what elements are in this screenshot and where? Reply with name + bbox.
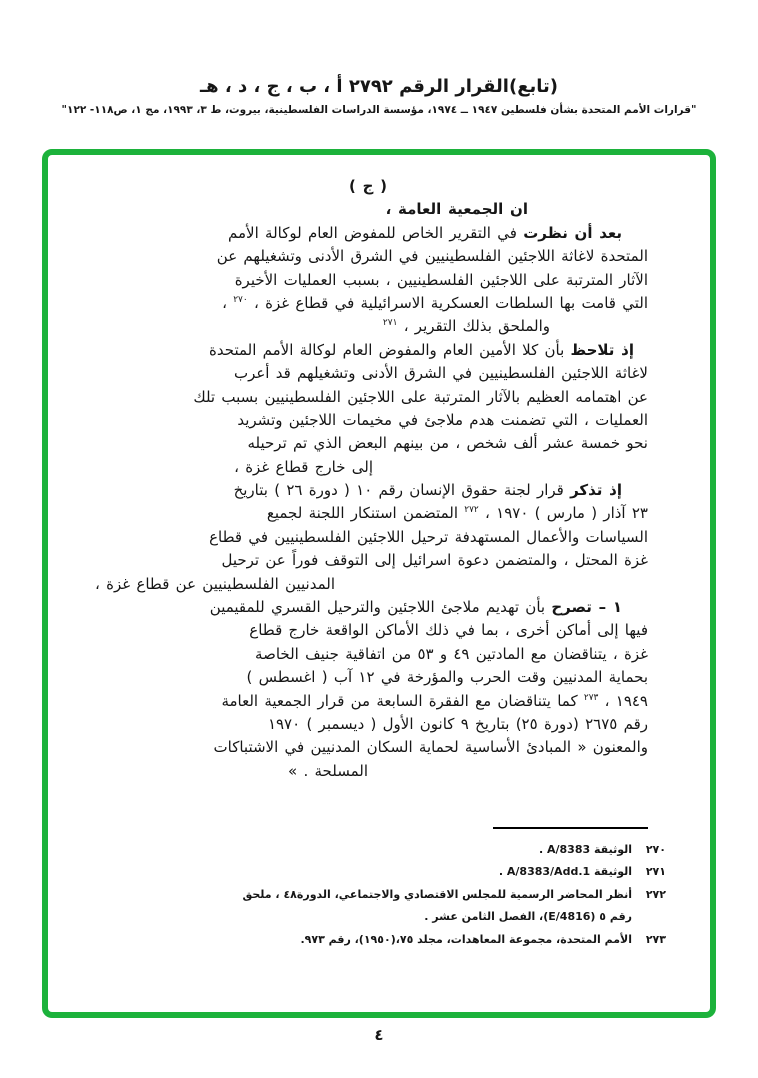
footnote-text <box>539 839 632 861</box>
footnote-text <box>242 884 632 929</box>
body-text-line <box>88 596 622 619</box>
body-text-line <box>88 643 648 666</box>
footnote-item <box>78 884 666 929</box>
document-header <box>0 76 758 116</box>
body-text-line <box>88 409 648 432</box>
resolution-title: (تابع)القرار الرقم ٢٧٩٢ أ ، ب ، ج ، د ، هـ <box>199 76 558 97</box>
text-segment: لاغاثة اللاجئين الفلسطينيين في الشرق الأدنى وتشغيلهم قد أعرب <box>233 364 648 383</box>
text-segment: كما يتناقضان مع الفقرة السابعة من قرار الجمعية العامة <box>221 691 584 710</box>
body-text-line <box>88 736 648 759</box>
footnote-text-line: الوثيقة A/8383/Add.1 . <box>498 865 632 879</box>
text-segment: في التقرير الخاص للمفوض العام لوكالة الأمم <box>228 223 524 242</box>
text-segment: ٢٣ آذار ( مارس ) ١٩٧٠ ، <box>478 504 648 523</box>
text-segment: رقم ٢٦٧٥ (دورة ٢٥) بتاريخ ٩ كانون الأول ( ديسمبر ) ١٩٧٠ <box>267 714 648 733</box>
body-text-line <box>88 479 622 502</box>
footnote-item <box>78 929 666 951</box>
text-segment: والمعنون « المبادئ الأساسية لحماية السكان المدنيين في الاشتباكات <box>213 738 648 757</box>
body-text-line <box>88 222 622 245</box>
body-text-line <box>88 339 634 362</box>
text-segment: ١ – تصرح <box>551 598 622 617</box>
body-text-line <box>88 502 648 525</box>
text-segment: نحو خمسة عشر ألف شخص ، من بينهم البعض الذي تم ترحيله <box>247 434 648 453</box>
text-segment: الآثار المترتبة على اللاجئين الفلسطينيين ، بسبب العمليات الأخيرة <box>234 270 648 289</box>
body-text-line <box>88 549 648 572</box>
text-segment: قرار لجنة حقوق الإنسان رقم ١٠ ( دورة ٢٦ ) بتاريخ <box>233 481 571 500</box>
footnote-separator <box>493 827 648 829</box>
footnote-marker: ٢٧١ <box>382 318 398 329</box>
footnote-marker: ٢٧٢ <box>464 505 479 516</box>
text-segment: العمليات ، التي تضمنت هدم ملاجئ في مخيمات اللاجئين وتشريد <box>237 410 648 429</box>
body-text-line <box>88 432 648 455</box>
body-text-line <box>88 175 648 198</box>
body-text-line <box>88 245 648 268</box>
body-text-line <box>88 456 373 479</box>
footnote-text-line: الأمم المتحدة، مجموعة المعاهدات، مجلد ٧٥،(١٩٥٠)، رقم ٩٧٣. <box>300 932 632 946</box>
text-segment: السياسات والأعمال المستهدفة ترحيل اللاجئين الفلسطينيين في قطاع <box>209 527 648 546</box>
text-segment: ١٩٤٩ ، <box>598 691 648 710</box>
text-segment: والملحق بذلك التقرير ، <box>397 317 550 336</box>
text-segment: إذ تذكر <box>570 481 622 500</box>
text-segment: ان الجمعية العامة ، <box>385 200 528 219</box>
footnote-item <box>78 839 666 861</box>
source-citation: "قرارات الأمم المتحدة بشأن فلسطين ١٩٤٧ ــ ١٩٧٤، مؤسسة الدراسات الفلسطينية، بيروت، ط ٣، ١٩٩٣، مج ١، ص١١٨- ١٢٢" <box>61 104 697 116</box>
body-text-line <box>88 198 528 221</box>
resolution-body <box>88 175 648 783</box>
body-text-line <box>88 573 335 596</box>
highlight-border-box <box>42 149 716 1018</box>
text-segment: إلى خارج قطاع غزة ، <box>234 457 373 476</box>
body-text-line <box>88 619 648 642</box>
body-text-line <box>88 292 648 315</box>
text-segment: المتضمن استنكار اللجنة لجميع <box>266 504 465 523</box>
text-segment: غزة ، يتناقضان مع المادتين ٤٩ و ٥٣ من اتفاقية جنيف الخاصة <box>255 644 648 663</box>
body-text-line <box>88 713 648 736</box>
footnote-text <box>300 929 632 951</box>
body-text-line <box>88 269 648 292</box>
footnote-number: ٢٧٢ <box>645 887 666 901</box>
footnote-marker: ٢٧٠ <box>233 294 248 305</box>
footnote-text-line: الوثيقة A/8383 . <box>538 843 632 856</box>
body-text-line <box>88 362 648 385</box>
footnote-number: ٢٧٣ <box>645 932 666 946</box>
body-text-line <box>88 690 648 713</box>
footnote-text <box>499 861 632 883</box>
text-segment: المسلحة . » <box>288 761 368 780</box>
text-segment: بحماية المدنيين وقت الحرب والمؤرخة في ١٢ آب ( اغسطس ) <box>246 668 648 687</box>
text-segment: إذ تلاحظ <box>570 340 634 359</box>
text-segment: بعد أن نظرت <box>523 223 622 242</box>
footnote-number: ٢٧٠ <box>645 843 666 856</box>
text-segment: ( ج ) <box>349 177 387 195</box>
footnotes-section <box>78 827 666 951</box>
text-segment: ، <box>222 293 234 312</box>
text-segment: بأن كلا الأمين العام والمفوض العام لوكالة الأمم المتحدة <box>209 340 571 359</box>
text-segment: بأن تهديم ملاجئ اللاجئين والترحيل القسري للمقيمين <box>209 598 552 617</box>
footnote-marker: ٢٧٣ <box>583 692 599 703</box>
footnote-list <box>78 839 666 951</box>
footnote-text-line: أنظر المحاضر الرسمية للمجلس الاقتصادي والاجتماعي، الدورة٤٨ ، ملحق <box>242 887 632 901</box>
text-segment: المتحدة لاغاثة اللاجئين الفلسطينيين في الشرق الأدنى وتشغيلهم عن <box>216 247 648 266</box>
page-number: ٤ <box>374 1026 384 1044</box>
footnote-item <box>78 861 666 883</box>
text-segment: غزة المحتل ، والمتضمن دعوة اسرائيل إلى التوقف فوراً عن ترحيل <box>221 551 648 570</box>
footnote-number: ٢٧١ <box>645 865 666 879</box>
text-segment: فيها إلى أماكن أخرى ، بما في ذلك الأماكن الواقعة خارج قطاع <box>249 621 648 640</box>
text-segment: المدنيين الفلسطينيين عن قطاع غزة ، <box>95 574 335 593</box>
body-text-line <box>88 666 648 689</box>
body-text-line <box>88 315 550 338</box>
text-segment: التي قامت بها السلطات العسكرية الاسرائيلية في قطاع غزة ، <box>247 293 648 312</box>
body-text-line <box>88 386 648 409</box>
text-segment: عن اهتمامه العظيم بالآثار المترتبة على اللاجئين الفلسطينيين بسبب تلك <box>193 387 648 406</box>
body-text-line <box>88 526 648 549</box>
body-text-line <box>88 760 368 783</box>
footnote-text-line: رقم ٥ (E/4816)، الفصل الثامن عشر . <box>424 910 632 924</box>
